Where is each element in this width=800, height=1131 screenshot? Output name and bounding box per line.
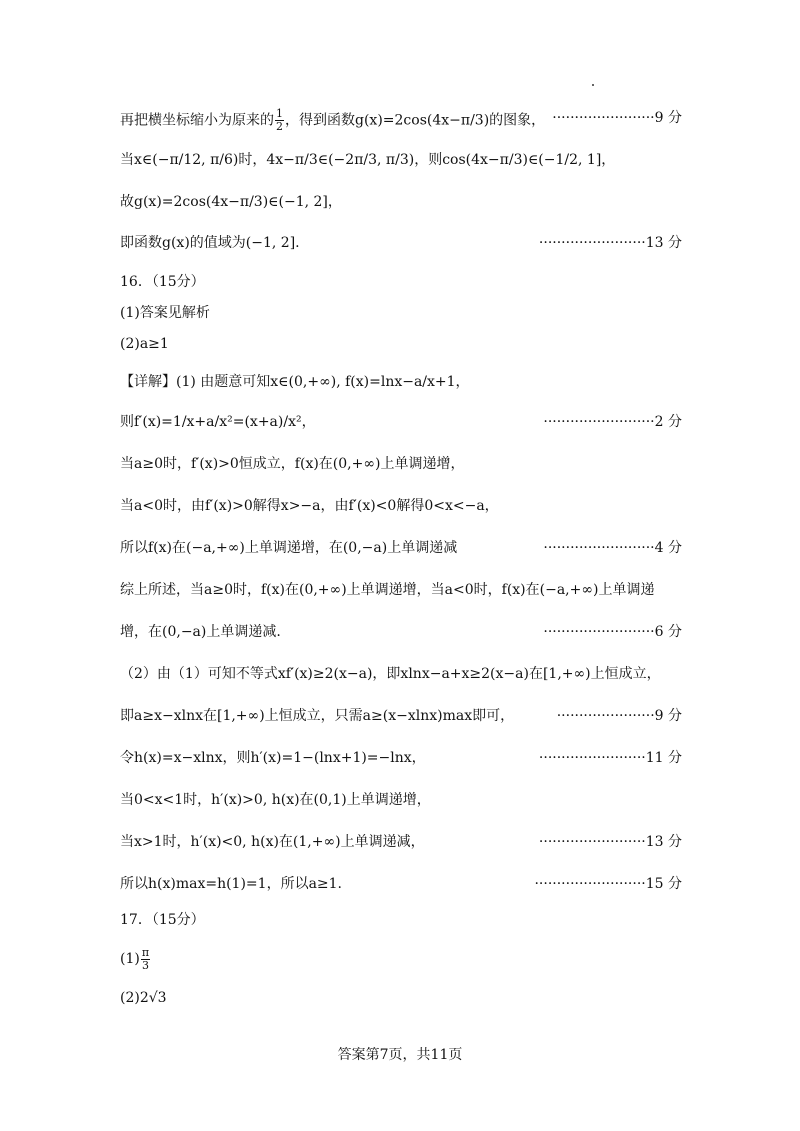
line-text: 故g(x)=2cos(4x−π/3)∈(−1, 2]，	[120, 194, 342, 210]
line-text: 所以h(x)max=h(1)=1，所以a≥1.	[120, 876, 343, 892]
line-text: 则f′(x)=1/x+a/x²=(x+a)/x²，	[120, 414, 316, 430]
line-text: 当a<0时，由f′(x)>0解得x>−a，由f′(x)<0解得0<x<−a，	[120, 498, 499, 514]
line-1-post: ，得到函数g(x)=2cos(4x−π/3)的图象，	[285, 112, 546, 129]
score-mark: ························13 分	[538, 834, 682, 850]
line-text: 当x>1时，h′(x)<0, h(x)在(1,+∞)上单调递减，	[120, 834, 425, 850]
line-text: 即函数g(x)的值域为(−1, 2].	[120, 235, 300, 251]
frac-num: π	[141, 945, 150, 959]
score-mark: ·························15 分	[534, 876, 682, 892]
line-text: （2）由（1）可知不等式xf′(x)≥2(x−a)，即xlnx−a+x≥2(x−a)在[1,+∞)上恒成立，	[120, 666, 661, 682]
line-1-pre: 再把横坐标缩小为原来的	[120, 112, 274, 129]
frac-num: 1	[276, 107, 283, 120]
line-text: 综上所述，当a≥0时，f(x)在(0,+∞)上单调递增，当a<0时，f(x)在(−a,+∞)上单调递	[120, 582, 655, 598]
line-text: 增，在(0,−a)上单调递减.	[120, 624, 281, 640]
line-text: (2)2√3	[120, 990, 167, 1006]
fraction-pi-over-3	[141, 947, 150, 972]
score-mark: ·························2 分	[543, 414, 682, 430]
line-text: (2)a≥1	[120, 336, 169, 352]
score-mark: ······················9 分	[556, 708, 682, 724]
score-mark: ·························4 分	[543, 540, 682, 556]
line-text: 17．（15分）	[120, 912, 205, 928]
line-text: 即a≥x−xlnx在[1,+∞)上恒成立，只需a≥(x−xlnx)max即可，	[120, 708, 515, 724]
line-text: 所以f(x)在(−a,+∞)上单调递增，在(0,−a)上单调递减	[120, 540, 458, 556]
fraction-one-half	[275, 108, 284, 133]
score-mark: ·························6 分	[543, 624, 682, 640]
score-mark: ·······················9 分	[552, 110, 682, 126]
score-mark: ························11 分	[538, 750, 682, 766]
line-text: 【详解】(1) 由题意可知x∈(0,+∞), f(x)=lnx−a/x+1，	[120, 374, 470, 390]
answer-label: (1)	[120, 951, 140, 967]
frac-den: 2	[276, 120, 283, 133]
line-text: 当a≥0时，f′(x)>0恒成立，f(x)在(0,+∞)上单调递增，	[120, 456, 465, 472]
line-text: 16．（15分）	[120, 274, 205, 290]
score-mark: ························13 分	[538, 235, 682, 251]
line-text: (1)答案见解析	[120, 305, 210, 321]
frac-den: 3	[141, 958, 149, 972]
line-text: 令h(x)=x−xlnx，则h′(x)=1−(lnx+1)=−lnx，	[120, 750, 426, 766]
line-text: 当x∈(−π/12, π/6)时，4x−π/3∈(−2π/3, π/3)，则cos(4x−π/3)∈(−1/2, 1]，	[120, 152, 616, 168]
scan-mark	[592, 84, 594, 86]
page-footer: 答案第7页，共11页	[337, 1047, 463, 1063]
line-text: 当0<x<1时，h′(x)>0, h(x)在(0,1)上单调递增，	[120, 792, 431, 808]
